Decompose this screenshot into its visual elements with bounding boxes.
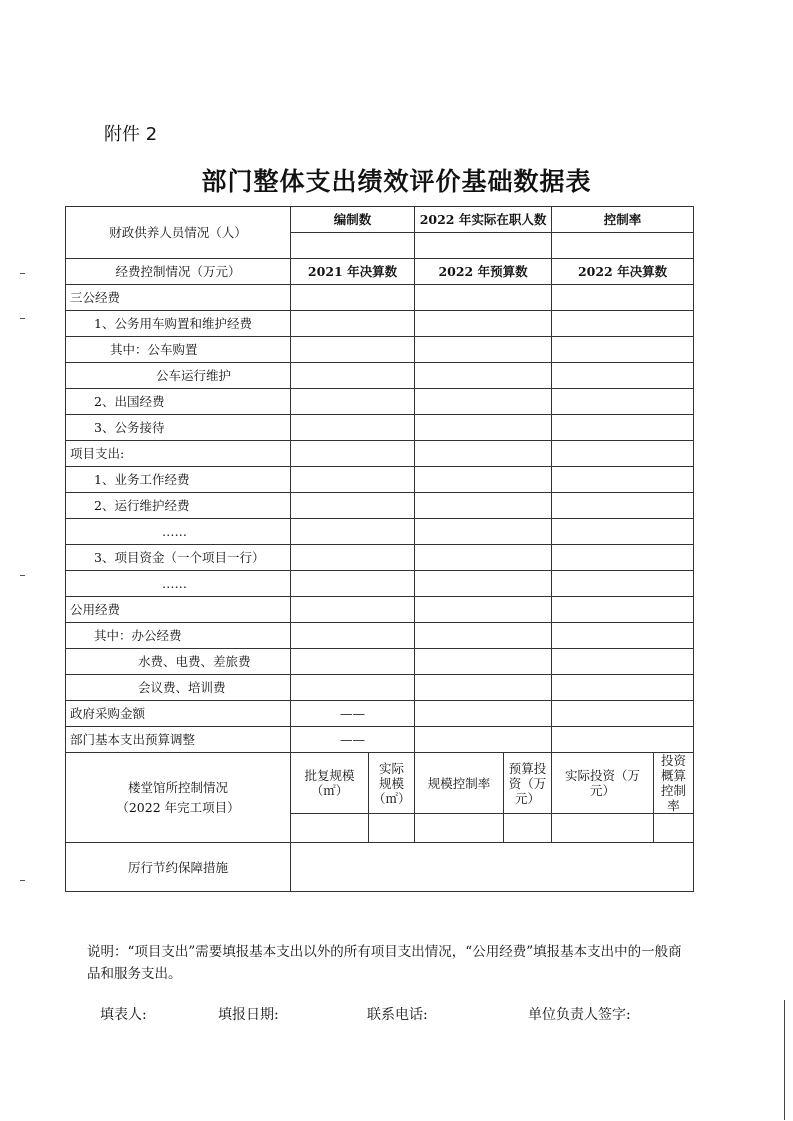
- table-cell[interactable]: [552, 649, 694, 675]
- table-cell[interactable]: [291, 467, 415, 493]
- page-title: 部门整体支出绩效评价基础数据表: [201, 167, 592, 196]
- table-cell[interactable]: [415, 493, 552, 519]
- building-col-header: 预算投资（万元）: [504, 753, 552, 814]
- table-cell[interactable]: [504, 814, 552, 843]
- table-cell[interactable]: [552, 727, 694, 753]
- note: 说明：“项目支出”需要填报基本支出以外的所有项目支出情况，“公用经费”填报基本支出中的一般商品和服务支出。: [87, 944, 682, 982]
- table-cell[interactable]: [291, 649, 415, 675]
- table-cell[interactable]: [291, 545, 415, 571]
- table-cell[interactable]: [552, 675, 694, 701]
- dash-cell: ——: [291, 701, 415, 727]
- frugal-label: 厉行节约保障措施: [66, 843, 291, 892]
- table-cell[interactable]: [552, 311, 694, 337]
- table-cell[interactable]: [552, 441, 694, 467]
- table-cell[interactable]: [552, 389, 694, 415]
- phone-label: 联系电话:: [367, 1007, 428, 1023]
- table-cell[interactable]: [291, 233, 415, 259]
- table-cell[interactable]: [415, 389, 552, 415]
- personnel-label: 财政供养人员情况（人）: [66, 207, 291, 259]
- scan-mark: [20, 575, 25, 576]
- table-cell[interactable]: [291, 337, 415, 363]
- table-cell[interactable]: [552, 285, 694, 311]
- building-col-header: 规模控制率: [415, 753, 504, 814]
- table-cell[interactable]: [291, 623, 415, 649]
- row-label: 项目支出:: [66, 441, 291, 467]
- dash-cell: ——: [291, 727, 415, 753]
- table-cell[interactable]: [415, 467, 552, 493]
- table-cell[interactable]: [415, 285, 552, 311]
- row-label: 3、项目资金（一个项目一行）: [66, 545, 291, 571]
- page-edge: [784, 1000, 785, 1120]
- row-label: 2、出国经费: [66, 389, 291, 415]
- table-cell[interactable]: [291, 519, 415, 545]
- row-label: 部门基本支出预算调整: [66, 727, 291, 753]
- table-cell[interactable]: [415, 363, 552, 389]
- table-cell[interactable]: [552, 571, 694, 597]
- row-label: 公用经费: [66, 597, 291, 623]
- table-cell[interactable]: [291, 311, 415, 337]
- table-cell[interactable]: [291, 285, 415, 311]
- personnel-col-header: 2022 年实际在职人数: [415, 207, 552, 233]
- table-cell[interactable]: [552, 233, 694, 259]
- table-cell[interactable]: [654, 814, 694, 843]
- scan-mark: [20, 273, 25, 274]
- table-cell[interactable]: [415, 519, 552, 545]
- table-cell[interactable]: [291, 597, 415, 623]
- table-cell[interactable]: [415, 311, 552, 337]
- row-label: 会议费、培训费: [66, 675, 291, 701]
- table-cell[interactable]: [291, 389, 415, 415]
- expense-col-header: 2022 年决算数: [552, 259, 694, 285]
- table-cell[interactable]: [291, 493, 415, 519]
- building-col-header: 实际投资（万元）: [552, 753, 654, 814]
- row-label: 2、运行维护经费: [66, 493, 291, 519]
- building-col-header: 批复规模（㎡）: [291, 753, 369, 814]
- table-cell[interactable]: [415, 814, 504, 843]
- table-cell[interactable]: [291, 415, 415, 441]
- table-cell[interactable]: [369, 814, 415, 843]
- table-cell[interactable]: [415, 623, 552, 649]
- table-cell[interactable]: [291, 571, 415, 597]
- row-label: 公车运行维护: [66, 363, 291, 389]
- personnel-col-header: 编制数: [291, 207, 415, 233]
- data-table: [65, 206, 693, 892]
- table-cell[interactable]: [291, 675, 415, 701]
- table-cell[interactable]: [552, 467, 694, 493]
- table-cell[interactable]: [552, 545, 694, 571]
- table-cell[interactable]: [552, 814, 654, 843]
- row-label: ……: [66, 519, 291, 545]
- row-label: 三公经费: [66, 285, 291, 311]
- table-cell[interactable]: [415, 233, 552, 259]
- building-col-header: 投资概算控制率: [654, 753, 694, 814]
- table-cell[interactable]: [552, 493, 694, 519]
- table-cell[interactable]: [415, 441, 552, 467]
- row-label: 1、业务工作经费: [66, 467, 291, 493]
- table-cell[interactable]: [415, 701, 552, 727]
- table-cell[interactable]: [552, 363, 694, 389]
- table-cell[interactable]: [415, 727, 552, 753]
- attachment-label: 附件 2: [104, 124, 158, 145]
- table-cell[interactable]: [415, 545, 552, 571]
- table-cell[interactable]: [552, 623, 694, 649]
- table-cell[interactable]: [291, 843, 694, 892]
- table-cell[interactable]: [291, 814, 369, 843]
- table-cell[interactable]: [415, 337, 552, 363]
- building-label: [66, 753, 291, 843]
- building-label-line2: （2022 年完工项目）: [116, 799, 240, 815]
- scan-mark: [20, 318, 25, 319]
- table-cell[interactable]: [552, 701, 694, 727]
- date-label: 填报日期:: [218, 1007, 279, 1023]
- table-cell[interactable]: [291, 363, 415, 389]
- table-cell[interactable]: [415, 597, 552, 623]
- table-cell[interactable]: [291, 441, 415, 467]
- building-col-header: 实际规模（㎡）: [369, 753, 415, 814]
- row-label: 3、公务接待: [66, 415, 291, 441]
- row-label: 其中：办公经费: [66, 623, 291, 649]
- row-label: 其中：公车购置: [66, 337, 291, 363]
- scan-mark: [20, 880, 25, 881]
- table-cell[interactable]: [415, 675, 552, 701]
- table-cell[interactable]: [552, 519, 694, 545]
- row-label: 政府采购金额: [66, 701, 291, 727]
- table-cell[interactable]: [552, 337, 694, 363]
- table-cell[interactable]: [552, 597, 694, 623]
- table-cell[interactable]: [415, 415, 552, 441]
- signature-label: 单位负责人签字:: [528, 1007, 631, 1023]
- expense-control-label: 经费控制情况（万元）: [66, 259, 291, 285]
- filler-label: 填表人:: [100, 1007, 147, 1023]
- personnel-col-header: 控制率: [552, 207, 694, 233]
- expense-col-header: 2022 年预算数: [415, 259, 552, 285]
- row-label: ……: [66, 571, 291, 597]
- table-cell[interactable]: [415, 571, 552, 597]
- expense-col-header: 2021 年决算数: [291, 259, 415, 285]
- row-label: 1、公务用车购置和维护经费: [66, 311, 291, 337]
- table-cell[interactable]: [552, 415, 694, 441]
- building-label-line1: 楼堂馆所控制情况: [127, 779, 228, 795]
- row-label: 水费、电费、差旅费: [66, 649, 291, 675]
- table-cell[interactable]: [415, 649, 552, 675]
